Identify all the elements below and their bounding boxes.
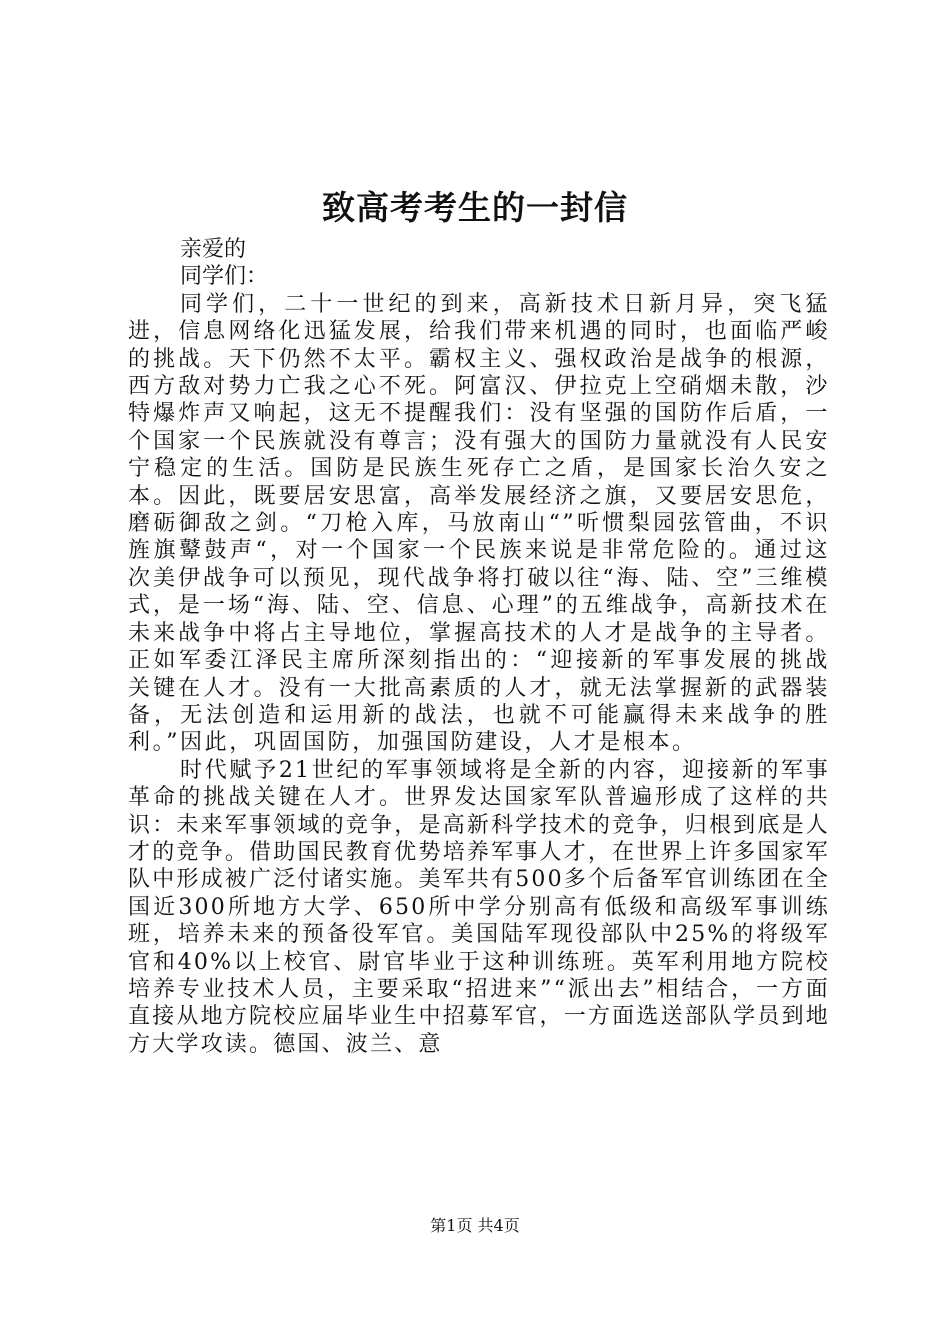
- body-paragraph-2: 时代赋予21世纪的军事领域将是全新的内容，迎接新的军事革命的挑战关键在人才。世界发达国家军队普遍形成了这样的共识：未来军事领域的竞争，是高新科学技术的竞争，归根到底是人才的竞争。借助国民教育优势培养军事人才，在世界上许多国家军队中形成被广泛付诸实施。美军共有500多个后备军官训练团在全国近300所地方大学、650所中学分别高有低级和高级军事训练班，培养未来的预备役军官。美国陆军现役部队中25%的将级军官和40%以上校官、尉官毕业于这种训练班。英军利用地方院校培养专业技术人员，主要采取“招进来”“派出去”相结合，一方面直接从地方院校应届毕业生中招募军官，一方面选送部队学员到地方大学攻读。德国、波兰、意: [128, 757, 830, 1057]
- salutation-line-2: 同学们：: [180, 264, 269, 290]
- page-indicator: 第1页 共4页: [430, 1216, 520, 1235]
- letter-body: [128, 236, 830, 1058]
- document-title: 致高考考生的一封信: [322, 188, 628, 227]
- body-paragraph-1: 同学们，二十一世纪的到来，高新技术日新月异，突飞猛进，信息网络化迅猛发展，给我们带来机遇的同时，也面临严峻的挑战。天下仍然不太平。霸权主义、强权政治是战争的根源，西方敌对势力亡我之心不死。阿富汉、伊拉克上空硝烟未散，沙特爆炸声又响起，这无不提醒我们：没有坚强的国防作后盾，一个国家一个民族就没有尊言；没有强大的国防力量就没有人民安宁稳定的生活。国防是民族生死存亡之盾，是国家长治久安之本。因此，既要居安思富，高举发展经济之旗，又要居安思危，磨砺御敌之剑。“刀枪入库，马放南山“”听惯梨园弦管曲，不识旌旗鼙鼓声“，对一个国家一个民族来说是非常危险的。通过这次美伊战争可以预见，现代战争将打破以往“海、陆、空”三维模式，是一场“海、陆、空、信息、心理”的五维战争，高新技术在未来战争中将占主导地位，掌握高技术的人才是战争的主导者。正如军委江泽民主席所深刻指出的：“迎接新的军事发展的挑战关键在人才。没有一大批高素质的人才，就无法掌握新的武器装备，无法创造和运用新的战法，也就不可能赢得未来战争的胜利。”因此，巩固国防，加强国防建设，人才是根本。: [128, 291, 830, 756]
- salutation-line-1: 亲爱的: [180, 237, 247, 262]
